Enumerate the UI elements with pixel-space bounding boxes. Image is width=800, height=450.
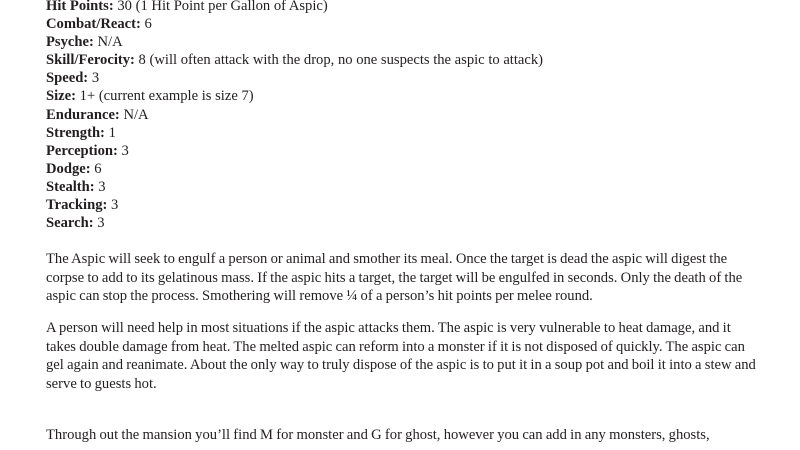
paragraph-heat-vulnerability: A person will need help in most situations if the aspic attacks them. The aspic is very vulnerable to heat damage, and it takes double damage from heat. The melted aspic can reform into a monster if it is not disposed of quickly. The aspic can gel again and reanimate. About the only way to truly dispose of the aspic is to put it in a soup pot and boil it into a stew and serve to guests hot. xyxy=(46,320,756,392)
stat-hit-points xyxy=(46,0,758,15)
stat-label: Hit Points: xyxy=(46,0,114,14)
stat-label: Size: xyxy=(46,88,76,105)
stat-value: N/A xyxy=(119,106,149,123)
stat-label: Endurance: xyxy=(46,106,120,123)
stat-psyche xyxy=(46,33,758,51)
stat-value: 3 xyxy=(93,215,105,232)
stat-label: Combat/React: xyxy=(46,16,141,33)
stat-label: Stealth: xyxy=(46,178,95,195)
stat-label: Perception: xyxy=(46,142,118,159)
stat-value: 6 xyxy=(90,160,102,177)
stat-stealth xyxy=(46,178,758,196)
stat-combat-react xyxy=(46,15,758,33)
stat-label: Skill/Ferocity: xyxy=(46,52,135,69)
stat-value: 3 xyxy=(88,70,100,87)
stat-speed xyxy=(46,69,758,87)
stat-value: N/A xyxy=(93,34,123,51)
stat-value: 3 xyxy=(94,178,106,195)
document-page xyxy=(46,0,758,445)
stat-skill-ferocity xyxy=(46,51,758,69)
stat-value: 3 xyxy=(117,142,129,159)
stat-label: Search: xyxy=(46,215,94,232)
stat-dodge xyxy=(46,160,758,178)
stat-label: Tracking: xyxy=(46,197,108,214)
stat-value: 8 (will often attack with the drop, no one suspects the aspic to attack) xyxy=(134,52,544,69)
stat-label: Dodge: xyxy=(46,160,91,177)
stat-value: 3 xyxy=(107,197,119,214)
stat-value: 6 xyxy=(140,16,152,33)
stat-value: 1+ (current example is size 7) xyxy=(76,88,254,105)
paragraph-mansion-markers: Through out the mansion you’ll find M for monster and G for ghost, however you can add in any monsters, ghosts, xyxy=(46,427,710,444)
stat-label: Psyche: xyxy=(46,34,94,51)
stat-value: 1 xyxy=(104,124,116,141)
paragraph-engulf: The Aspic will seek to engulf a person or animal and smother its meal. Once the target is dead the aspic will digest the corpse to add to its gelatinous mass. If the aspic hits a target, the target will be engulfed in seconds. Only the death of the aspic can stop the process. Smothering will remove ¼ of a person’s hit points per melee round. xyxy=(46,251,743,305)
stat-label: Speed: xyxy=(46,70,89,87)
stat-tracking xyxy=(46,196,758,214)
stat-endurance xyxy=(46,106,758,124)
stat-perception xyxy=(46,142,758,160)
aspic-stat-block xyxy=(46,0,758,232)
stat-label: Strength: xyxy=(46,124,105,141)
stat-size xyxy=(46,87,758,105)
stat-value: 30 (1 Hit Point per Gallon of Aspic) xyxy=(113,0,328,14)
stat-search xyxy=(46,214,758,232)
stat-strength xyxy=(46,124,758,142)
